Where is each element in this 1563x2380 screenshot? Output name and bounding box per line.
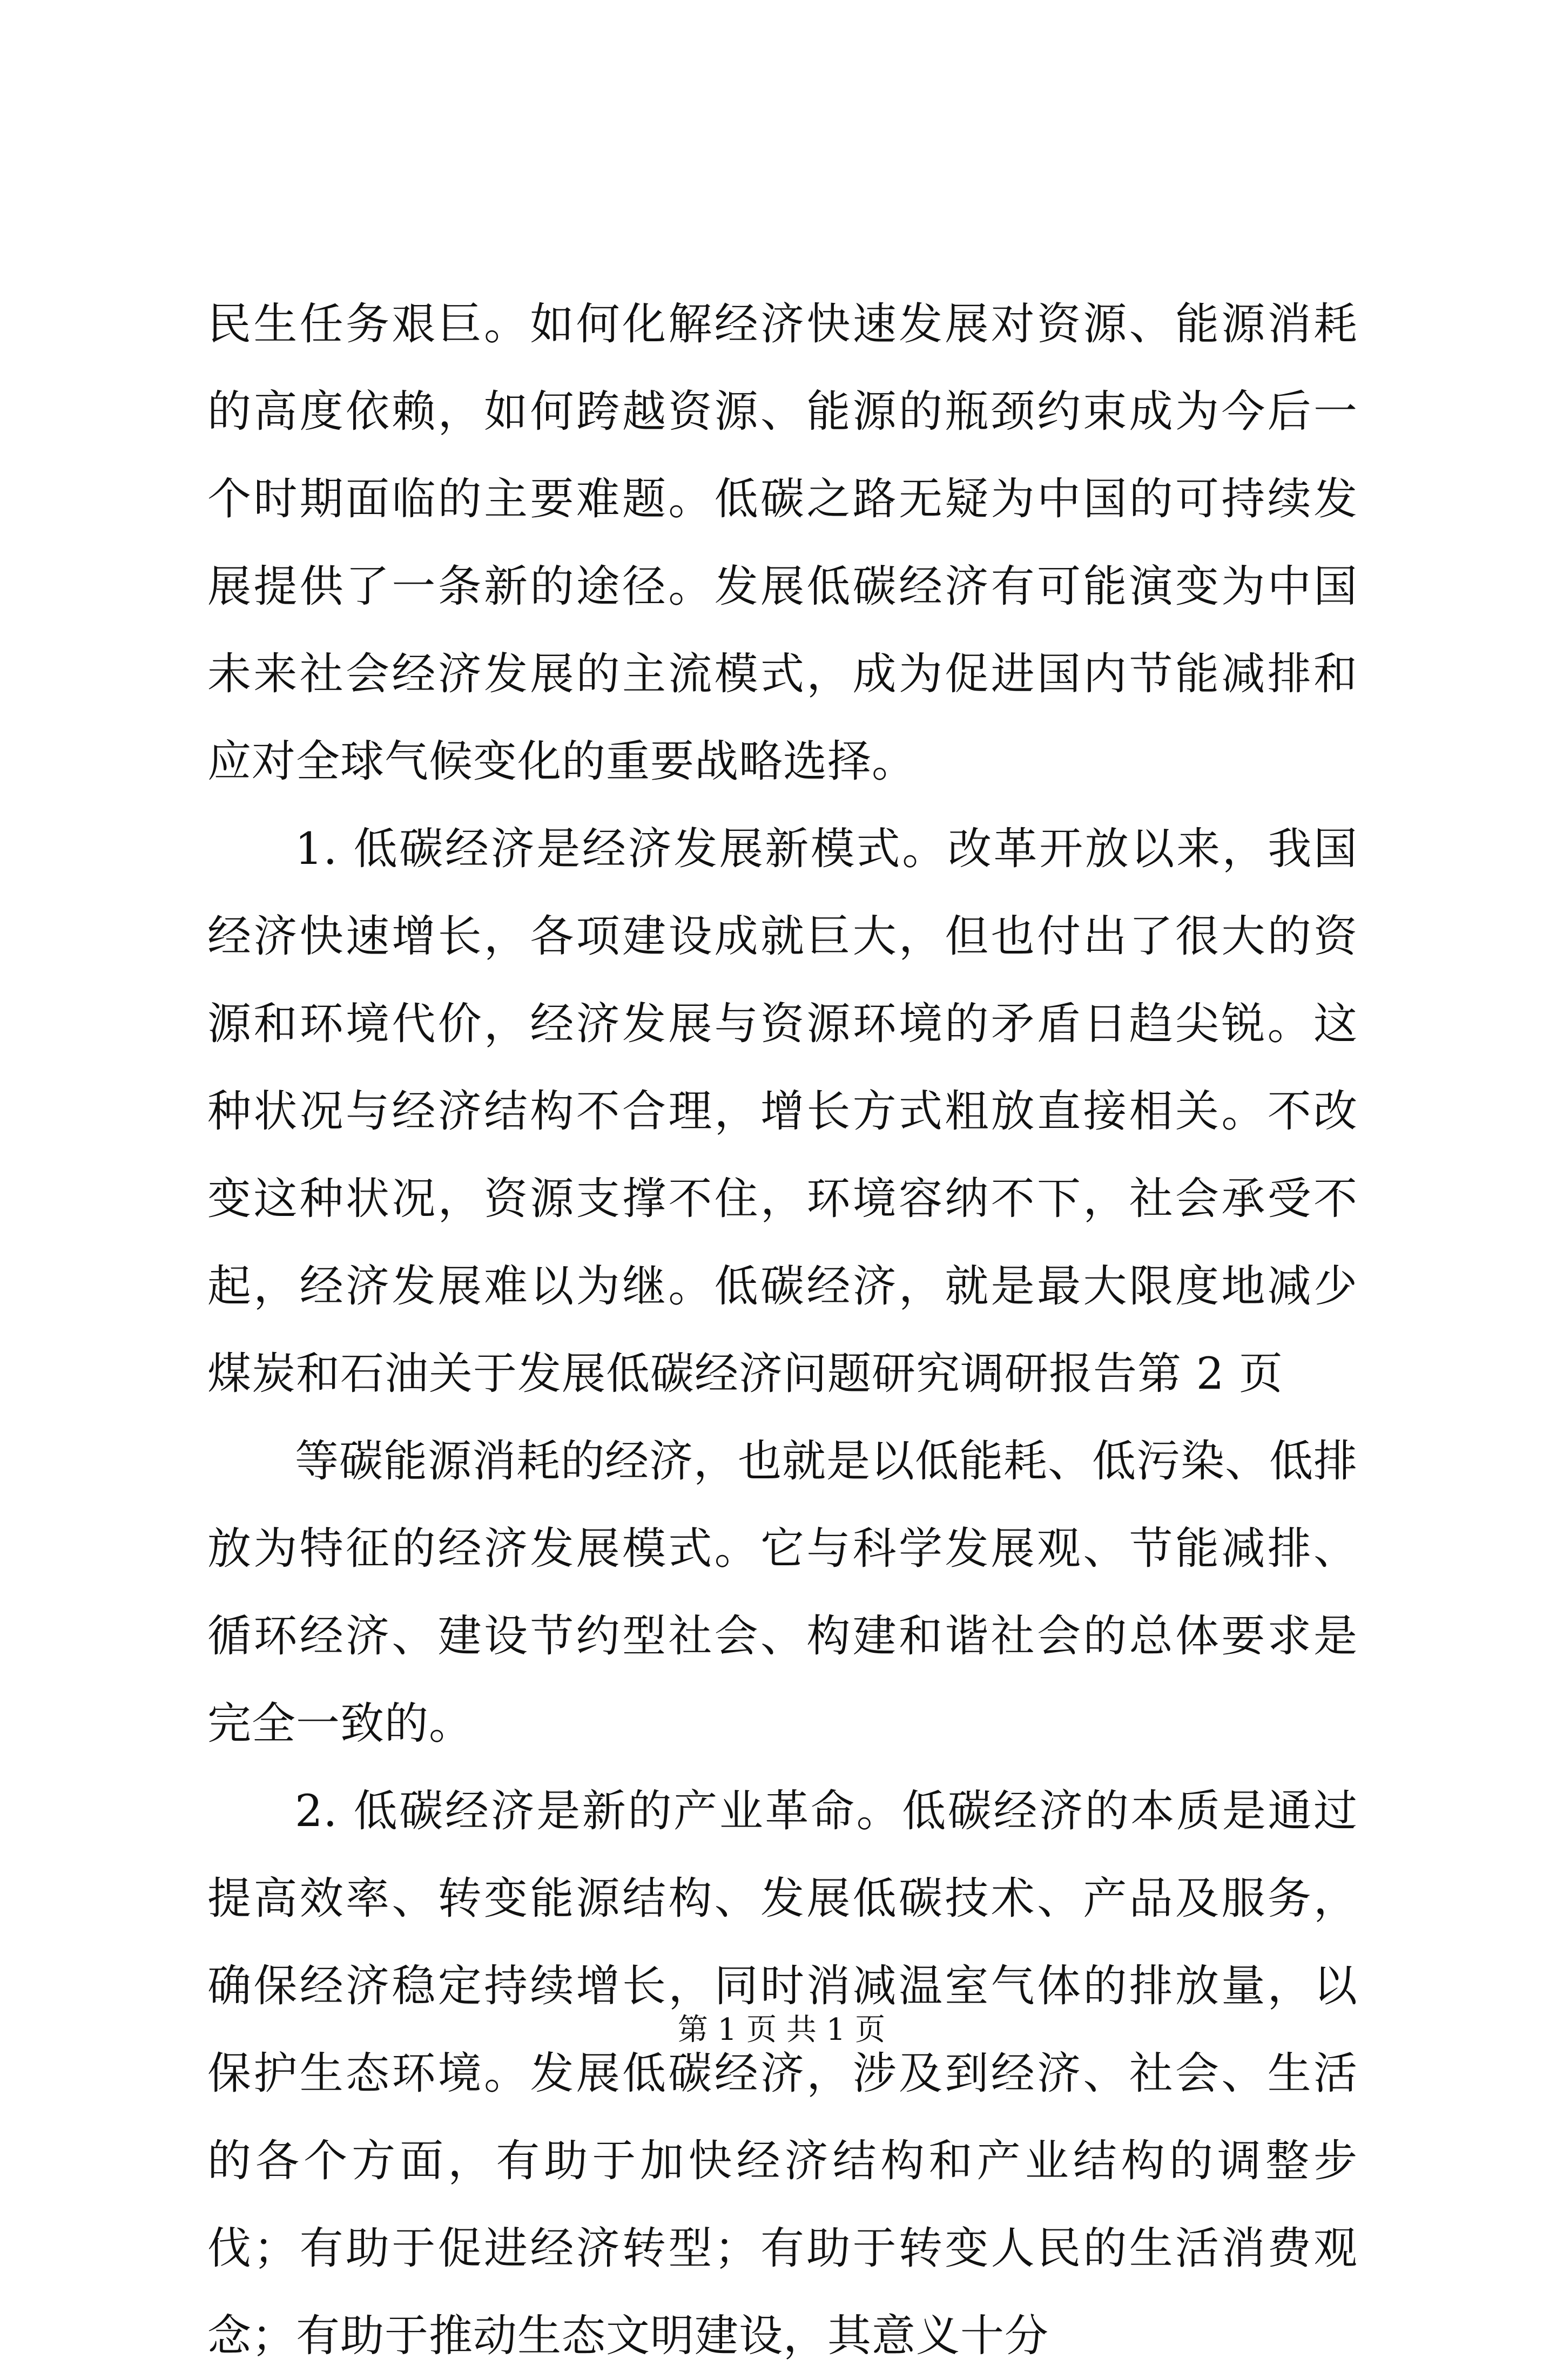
- paragraph-4: 2. 低碳经济是新的产业革命。低碳经济的本质是通过提高效率、转变能源结构、发展低碳技术、产品及服务，确保经济稳定持续增长，同时消减温室气体的排放量，以保护生态环境。发展低碳经济，涉及到经济、社会、生活的各个方面，有助于加快经济结构和产业结构的调整步伐；有助于促进经济转型；有助于转变人民的生活消费观念；有助于推动生态文明建设，其意义十分: [207, 1786, 1358, 2362]
- paragraph-3: 等碳能源消耗的经济，也就是以低能耗、低污染、低排放为特征的经济发展模式。它与科学发展观、节能减排、循环经济、建设节约型社会、构建和谐社会的总体要求是完全一致的。: [207, 1436, 1358, 1749]
- paragraph-2: 1. 低碳经济是经济发展新模式。改革开放以来，我国经济快速增长，各项建设成就巨大，但也付出了很大的资源和环境代价，经济发展与资源环境的矛盾日趋尖锐。这种状况与经济结构不合理，增长方式粗放直接相关。不改变这种状况，资源支撑不住，环境容纳不下，社会承受不起，经济发展难以为继。低碳经济，就是最大限度地减少煤炭和石油关于发展低碳经济问题研究调研报告第 2 页: [207, 824, 1358, 1399]
- paragraph-1: 民生任务艰巨。如何化解经济快速发展对资源、能源消耗的高度依赖，如何跨越资源、能源的瓶颈约束成为今后一个时期面临的主要难题。低碳之路无疑为中国的可持续发展提供了一条新的途径。发展低碳经济有可能演变为中国未来社会经济发展的主流模式，成为促进国内节能减排和应对全球气候变化的重要战略选择。: [207, 299, 1358, 787]
- document-body: [207, 281, 1358, 2380]
- page-footer: 第 1 页 共 1 页: [677, 2012, 886, 2047]
